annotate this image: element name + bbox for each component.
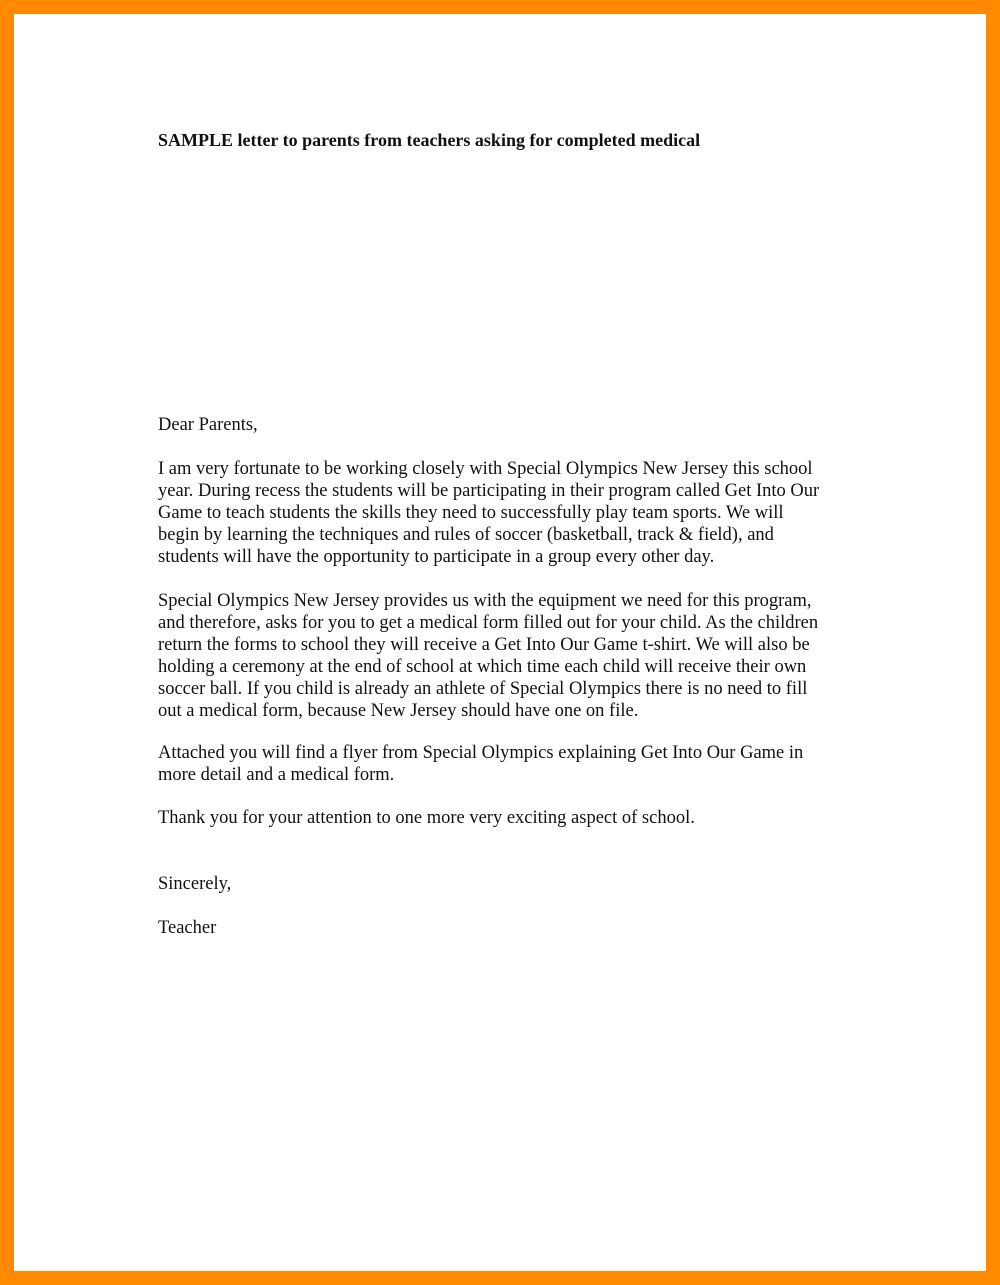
paragraph-2-line-1: Special Olympics New Jersey provides us with the equipment we need for this program,: [158, 591, 812, 611]
paragraph-2-line-6: out a medical form, because New Jersey should have one on file.: [158, 701, 639, 722]
paragraph-4: [158, 807, 695, 829]
paragraph-3-line-2: more detail and a medical form.: [158, 765, 395, 786]
paragraph-4-line-1: Thank you for your attention to one more very exciting aspect of school.: [158, 808, 695, 828]
paragraph-1-line-4: begin by learning the techniques and rules of soccer (basketball, track & field), and: [158, 525, 774, 546]
paragraph-1-line-5: students will have the opportunity to participate in a group every other day.: [158, 547, 715, 568]
paragraph-2-line-5: soccer ball. If you child is already an athlete of Special Olympics there is no need to fill: [158, 679, 808, 700]
paragraph-2: [158, 590, 818, 723]
paragraph-2-line-3: return the forms to school they will receive a Get Into Our Game t-shirt. We will also be: [158, 635, 810, 656]
paragraph-3-line-1: Attached you will find a flyer from Special Olympics explaining Get Into Our Game in: [158, 743, 804, 763]
paragraph-2-line-2: and therefore, asks for you to get a medical form filled out for your child. As the children: [158, 613, 819, 634]
paragraph-1-line-3: Game to teach students the skills they need to successfully play team sports. We will: [158, 503, 784, 524]
paragraph-3: [158, 742, 803, 786]
paragraph-1-line-1: I am very fortunate to be working closely with Special Olympics New Jersey this school: [158, 459, 813, 479]
paragraph-1-line-2: year. During recess the students will be participating in their program called Get Into Our: [158, 481, 820, 502]
letter-title: SAMPLE letter to parents from teachers asking for completed medical: [158, 130, 701, 150]
salutation: Dear Parents,: [158, 415, 258, 435]
paragraph-2-line-4: holding a ceremony at the end of school at which time each child will receive their own: [158, 657, 807, 678]
signature: Teacher: [158, 918, 217, 938]
paragraph-1: [158, 458, 819, 568]
closing: Sincerely,: [158, 874, 232, 894]
